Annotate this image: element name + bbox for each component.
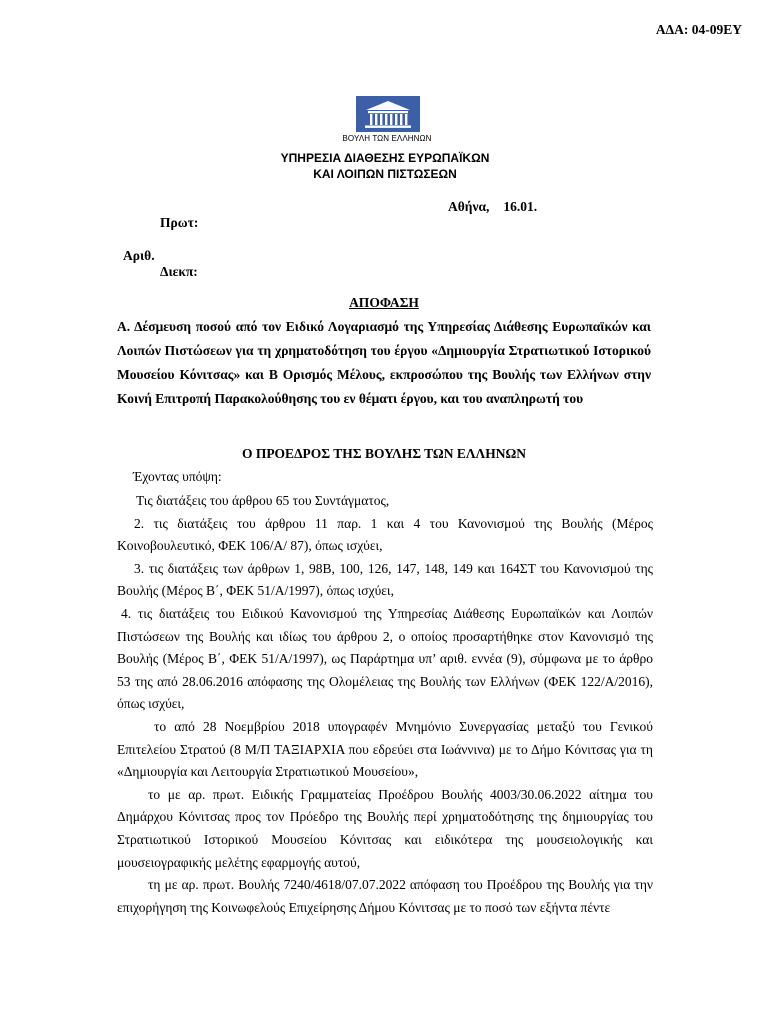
dateline: [448, 199, 537, 215]
consideration-item: τη με αρ. πρωτ. Βουλής 7240/4618/07.07.2022 απόφαση του Προέδρου της Βουλής για την επιχορήγηση της Κοινωφελούς Επιχείρησης Δήμου Κόνιτσας με το ποσό των εξήντα πέντε: [117, 877, 653, 915]
city: Αθήνα,: [448, 199, 490, 214]
considering-label: Έχοντας υπόψη:: [133, 469, 222, 484]
dispatch-label: Διεκπ:: [160, 264, 198, 279]
service-line-1: ΥΠΗΡΕΣΙΑ ΔΙΑΘΕΣΗΣ ΕΥΡΩΠΑΪΚΩΝ: [280, 151, 490, 165]
decision-subject: Α. Δέσμευση ποσού από τον Ειδικό Λογαριασμό της Υπηρεσίας Διάθεσης Ευρωπαϊκών και Λοιπών Πιστώσεων για τη χρηματοδότηση του έργου «Δημιουργία Στρατιωτικού Ιστορικού Μουσείου Κόνιτσας» και Β Ορισμός Μέλους, εκπροσώπου της Βουλής των Ελλήνων στην Κοινή Επιτροπή Παρακολούθησης του εν θέματι έργου, και του αναπληρωτή του: [117, 319, 651, 406]
consideration-item: Τις διατάξεις του άρθρου 65 του Συντάγματος,: [136, 493, 390, 508]
date: 16.01.: [503, 199, 538, 214]
number-label: Αριθ.: [123, 248, 155, 263]
decision-title: ΑΠΟΦΑΣΗ: [349, 295, 419, 310]
parliament-building-icon: [356, 96, 420, 132]
ada-code: ΑΔΑ: 04-09ΕΥ: [655, 22, 742, 37]
president-heading: Ο ΠΡΟΕΔΡΟΣ ΤΗΣ ΒΟΥΛΗΣ ΤΩΝ ΕΛΛΗΝΩΝ: [241, 446, 527, 461]
consideration-item: το από 28 Νοεμβρίου 2018 υπογραφέν Μνημόνιο Συνεργασίας μεταξύ του Γενικού Επιτελείου Στρατού (8 Μ/Π ΤΑΞΙΑΡΧΙΑ που εδρεύει στα Ιωάννινα) με το Δήμο Κόνιτσας για τη «Δημιουργία και Λειτουργία Στρατιωτικού Μουσείου»,: [117, 718, 653, 780]
consideration-item: 2. τις διατάξεις του άρθρου 11 παρ. 1 και 4 του Κανονισμού της Βουλής (Μέρος Κοινοβουλευτικό, ΦΕΚ 106/Α/ 87), όπως ισχύει,: [117, 515, 653, 554]
consideration-item: 3. τις διατάξεις των άρθρων 1, 98Β, 100, 126, 147, 148, 149 και 164ΣΤ του Κανονισμού της Βουλής (Μέρος Β΄, ΦΕΚ 51/Α/1997), όπως ισχύει,: [117, 560, 653, 599]
service-line-2: ΚΑΙ ΛΟΙΠΩΝ ΠΙΣΤΩΣΕΩΝ: [313, 167, 457, 181]
logo-caption: ΒΟΥΛΗ ΤΩΝ ΕΛΛΗΝΩΝ: [342, 134, 432, 143]
service-name: [200, 150, 570, 182]
considerations-list: [117, 490, 653, 919]
consideration-item: 4. τις διατάξεις του Ειδικού Κανονισμού της Υπηρεσίας Διάθεσης Ευρωπαϊκών και Λοιπών Πιστώσεων της Βουλής και ιδίως του άρθρου 2, ο οποίος προσαρτήθηκε στον Κανονισμό της Βουλής (Μέρος Β΄, ΦΕΚ 51/Α/1997), ως Παράρτημα υπ’ αριθ. εννέα (9), σύμφωνα με το άρθρο 53 της από 28.06.2016 απόφασης της Ολομέλειας της Βουλής των Ελλήνων (ΦΕΚ 122/Α/2016), όπως ισχύει,: [117, 605, 653, 712]
consideration-item: το με αρ. πρωτ. Ειδικής Γραμματείας Προέδρου Βουλής 4003/30.06.2022 αίτημα του Δημάρχου Κόνιτσας προς τον Πρόεδρο της Βουλής περί χρηματοδότησης της δημιουργίας του Στρατιωτικού Ιστορικού Μουσείου Κόνιτσας και ειδικότερα της μουσειολογικής και μουσειογραφικής μελέτης εφαρμογής αυτού,: [117, 786, 653, 870]
protocol-label: Πρωτ:: [160, 215, 199, 230]
